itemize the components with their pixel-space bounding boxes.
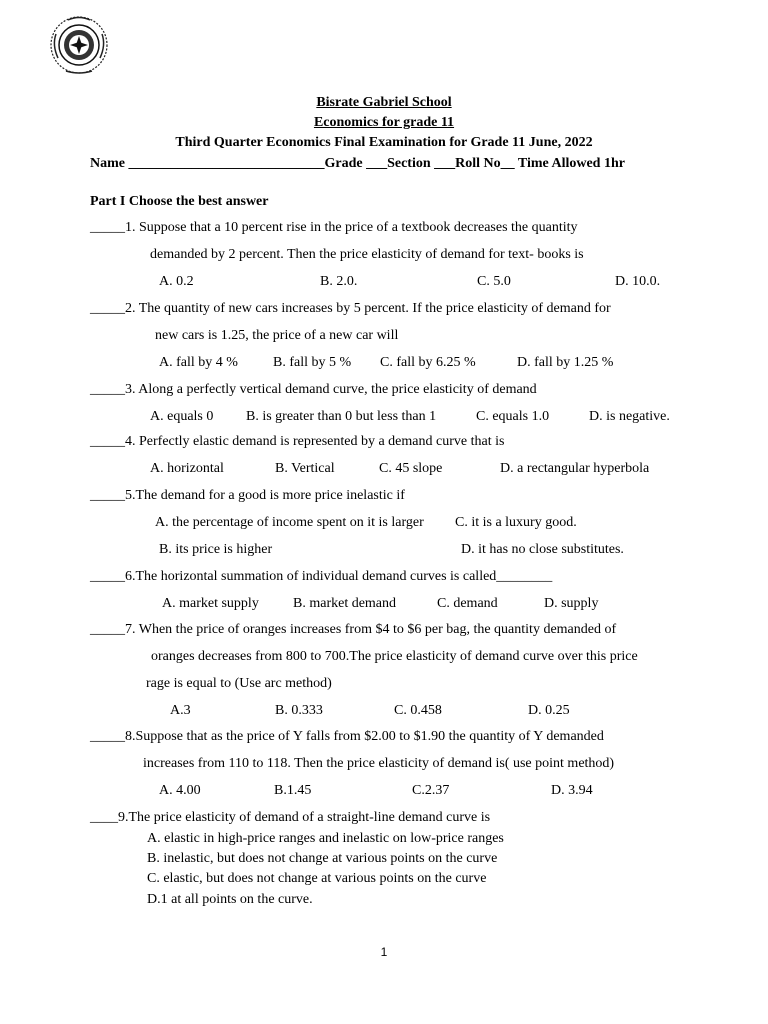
q8-option-b: B.1.45: [274, 783, 312, 798]
q5-option-d: D. it has no close substitutes.: [461, 542, 624, 557]
q7-option-a: A.3: [170, 703, 191, 718]
q9-option-b: B. inelastic, but does not change at various points on the curve: [147, 851, 498, 866]
question-7-stem-cont-2: rage is equal to (Use arc method): [146, 676, 332, 691]
q3-option-d: D. is negative.: [589, 409, 670, 424]
q1-option-a: A. 0.2: [159, 274, 194, 289]
q4-option-a: A. horizontal: [150, 461, 224, 476]
q1-option-d: D. 10.0.: [615, 274, 661, 289]
question-1-stem-cont: demanded by 2 percent. Then the price elasticity of demand for text- books is: [150, 247, 584, 262]
q9-option-d: D.1 at all points on the curve.: [147, 892, 313, 907]
q6-option-c: C. demand: [437, 596, 498, 611]
question-2-stem-cont: new cars is 1.25, the price of a new car will: [155, 328, 399, 343]
q4-option-d: D. a rectangular hyperbola: [500, 461, 650, 476]
student-info-line: Name ____________________________Grade ___Section ___Roll No__ Time Allowed 1hr: [90, 156, 625, 171]
q6-option-b: B. market demand: [293, 596, 397, 611]
q6-option-a: A. market supply: [162, 596, 259, 611]
question-8-stem: _____8.Suppose that as the price of Y falls from $2.00 to $1.90 the quantity of Y demanded: [90, 729, 604, 744]
question-7-stem: _____7. When the price of oranges increases from $4 to $6 per bag, the quantity demanded of: [90, 622, 617, 637]
q5-option-c: C. it is a luxury good.: [455, 515, 577, 530]
page-number: 1: [380, 945, 388, 959]
question-7-stem-cont-1: oranges decreases from 800 to 700.The price elasticity of demand curve over this price: [151, 649, 638, 664]
question-1-stem: _____1. Suppose that a 10 percent rise in the price of a textbook decreases the quantity: [90, 220, 578, 235]
q1-option-b: B. 2.0.: [320, 274, 358, 289]
q4-option-c: C. 45 slope: [379, 461, 443, 476]
question-5-stem: _____5.The demand for a good is more price inelastic if: [90, 488, 405, 503]
q7-option-b: B. 0.333: [275, 703, 323, 718]
part1-title: Part I Choose the best answer: [90, 194, 269, 209]
q8-option-a: A. 4.00: [159, 783, 201, 798]
q8-option-d: D. 3.94: [551, 783, 593, 798]
q5-option-b: B. its price is higher: [159, 542, 273, 557]
q8-option-c: C.2.37: [412, 783, 450, 798]
q3-option-b: B. is greater than 0 but less than 1: [246, 409, 437, 424]
q3-option-c: C. equals 1.0: [476, 409, 550, 424]
subject-title: Economics for grade 11: [313, 115, 455, 130]
q2-option-a: A. fall by 4 %: [159, 355, 238, 370]
question-2-stem: _____2. The quantity of new cars increases by 5 percent. If the price elasticity of demand for: [90, 301, 611, 316]
q2-option-d: D. fall by 1.25 %: [517, 355, 614, 370]
question-9-stem: ____9.The price elasticity of demand of a straight-line demand curve is: [90, 810, 491, 825]
q9-option-c: C. elastic, but does not change at various points on the curve: [147, 871, 487, 886]
school-emblem-logo: [48, 14, 110, 76]
q6-option-d: D. supply: [544, 596, 599, 611]
exam-title: Third Quarter Economics Final Examination for Grade 11 June, 2022: [175, 135, 593, 150]
question-4-stem: _____4. Perfectly elastic demand is represented by a demand curve that is: [90, 434, 505, 449]
school-name: Bisrate Gabriel School: [316, 95, 452, 110]
q9-option-a: A. elastic in high-price ranges and inelastic on low-price ranges: [147, 831, 504, 846]
q5-option-a: A. the percentage of income spent on it is larger: [155, 515, 424, 530]
question-8-stem-cont: increases from 110 to 118. Then the price elasticity of demand is( use point method): [143, 756, 615, 771]
q3-option-a: A. equals 0: [150, 409, 214, 424]
question-6-stem: _____6.The horizontal summation of individual demand curves is called________: [90, 569, 553, 584]
question-3-stem: _____3. Along a perfectly vertical demand curve, the price elasticity of demand: [90, 382, 537, 397]
q7-option-d: D. 0.25: [528, 703, 570, 718]
q4-option-b: B. Vertical: [275, 461, 335, 476]
q2-option-b: B. fall by 5 %: [273, 355, 352, 370]
q1-option-c: C. 5.0: [477, 274, 511, 289]
q7-option-c: C. 0.458: [394, 703, 442, 718]
q2-option-c: C. fall by 6.25 %: [380, 355, 476, 370]
